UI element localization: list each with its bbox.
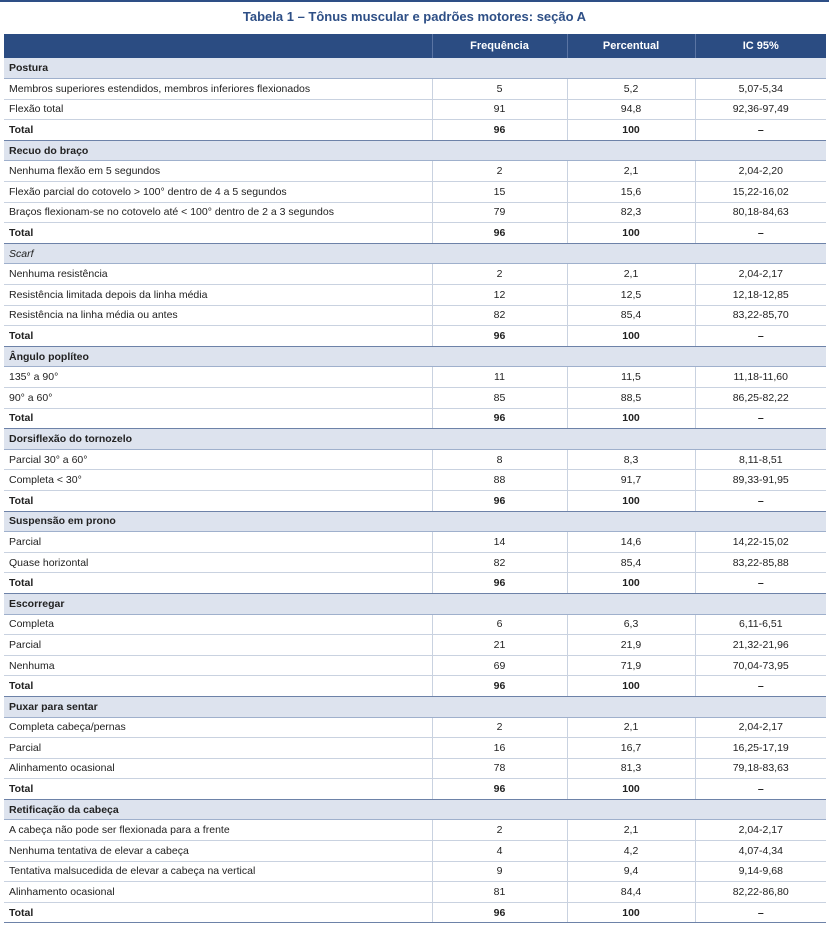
section-title: Ângulo poplíteo [4,346,826,367]
row-label: Alinhamento ocasional [4,882,432,903]
total-percent-cell: 100 [567,902,695,923]
percent-cell: 6,3 [567,614,695,635]
header-ci: IC 95% [742,40,779,52]
row-label: Nenhuma flexão em 5 segundos [4,161,432,182]
frequency-cell: 5 [432,79,567,100]
frequency-cell: 2 [432,161,567,182]
row-label: Parcial [4,635,432,656]
data-table [4,34,826,923]
frequency-cell: 69 [432,655,567,676]
frequency-cell: 82 [432,552,567,573]
total-row [4,902,826,923]
table-row [4,470,826,491]
total-ci-cell: – [695,120,826,141]
table-row [4,552,826,573]
frequency-cell: 81 [432,882,567,903]
table-row [4,161,826,182]
ci-cell: 6,11-6,51 [695,614,826,635]
total-ci-cell: – [695,326,826,347]
ci-cell: 86,25-82,22 [695,388,826,409]
frequency-cell: 16 [432,738,567,759]
row-label: Parcial [4,738,432,759]
section-title: Postura [4,58,826,79]
table-row [4,758,826,779]
row-label: Parcial 30° a 60° [4,449,432,470]
percent-cell: 16,7 [567,738,695,759]
section-header-row [4,696,826,717]
frequency-cell: 2 [432,717,567,738]
percent-cell: 85,4 [567,552,695,573]
ci-cell: 2,04-2,17 [695,717,826,738]
percent-cell: 15,6 [567,182,695,203]
percent-cell: 11,5 [567,367,695,388]
percent-cell: 2,1 [567,264,695,285]
row-label: Completa [4,614,432,635]
section-title: Retificação da cabeça [4,799,826,820]
section-title: Recuo do braço [4,140,826,161]
percent-cell: 4,2 [567,841,695,862]
table-header [4,34,826,58]
frequency-cell: 12 [432,285,567,306]
percent-cell: 81,3 [567,758,695,779]
table-row [4,861,826,882]
table-row [4,285,826,306]
total-frequency-cell: 96 [432,779,567,800]
total-ci-cell: – [695,490,826,511]
frequency-cell: 6 [432,614,567,635]
section-header-row [4,243,826,264]
total-row [4,326,826,347]
row-label: Nenhuma tentativa de elevar a cabeça [4,841,432,862]
table-row [4,841,826,862]
frequency-cell: 11 [432,367,567,388]
row-label: A cabeça não pode ser flexionada para a frente [4,820,432,841]
row-label: Flexão parcial do cotovelo > 100° dentro de 4 a 5 segundos [4,182,432,203]
table-row [4,79,826,100]
ci-cell: 82,22-86,80 [695,882,826,903]
table-row [4,449,826,470]
total-percent-cell: 100 [567,490,695,511]
ci-cell: 2,04-2,17 [695,820,826,841]
percent-cell: 12,5 [567,285,695,306]
percent-cell: 88,5 [567,388,695,409]
ci-cell: 70,04-73,95 [695,655,826,676]
frequency-cell: 21 [432,635,567,656]
ci-cell: 83,22-85,70 [695,305,826,326]
frequency-cell: 4 [432,841,567,862]
percent-cell: 9,4 [567,861,695,882]
row-label: Resistência limitada depois da linha média [4,285,432,306]
table-row [4,655,826,676]
frequency-cell: 2 [432,820,567,841]
header-row [4,34,826,58]
total-percent-cell: 100 [567,779,695,800]
ci-cell: 5,07-5,34 [695,79,826,100]
total-ci-cell: – [695,676,826,697]
total-percent-cell: 100 [567,573,695,594]
section-header-row [4,799,826,820]
section-header-row [4,346,826,367]
row-label: Completa cabeça/pernas [4,717,432,738]
total-ci-cell: – [695,408,826,429]
row-label: Alinhamento ocasional [4,758,432,779]
table-row [4,635,826,656]
table-row [4,182,826,203]
total-percent-cell: 100 [567,676,695,697]
ci-cell: 89,33-91,95 [695,470,826,491]
ci-cell: 8,11-8,51 [695,449,826,470]
frequency-cell: 14 [432,532,567,553]
total-row [4,573,826,594]
total-row [4,120,826,141]
section-header-row [4,511,826,532]
ci-cell: 92,36-97,49 [695,99,826,120]
percent-cell: 94,8 [567,99,695,120]
ci-cell: 79,18-83,63 [695,758,826,779]
section-title: Escorregar [4,593,826,614]
table-row [4,202,826,223]
ci-cell: 80,18-84,63 [695,202,826,223]
header-category [4,34,432,58]
total-label: Total [4,902,432,923]
frequency-cell: 88 [432,470,567,491]
ci-cell: 16,25-17,19 [695,738,826,759]
table-row [4,717,826,738]
total-row [4,676,826,697]
table-row [4,388,826,409]
frequency-cell: 9 [432,861,567,882]
section-title: Dorsiflexão do tornozelo [4,429,826,450]
total-frequency-cell: 96 [432,408,567,429]
percent-cell: 71,9 [567,655,695,676]
section-title: Suspensão em prono [4,511,826,532]
frequency-cell: 85 [432,388,567,409]
table-row [4,738,826,759]
table-row [4,614,826,635]
percent-cell: 5,2 [567,79,695,100]
table-body [4,58,826,923]
total-percent-cell: 100 [567,408,695,429]
total-ci-cell: – [695,223,826,244]
total-row [4,779,826,800]
ci-cell: 12,18-12,85 [695,285,826,306]
total-label: Total [4,326,432,347]
table-row [4,305,826,326]
table-title: Tabela 1 – Tônus muscular e padrões motores: seção A [242,9,587,24]
total-label: Total [4,490,432,511]
row-label: Nenhuma [4,655,432,676]
total-percent-cell: 100 [567,326,695,347]
total-ci-cell: – [695,779,826,800]
section-title: Puxar para sentar [4,696,826,717]
section-header-row [4,429,826,450]
row-label: Flexão total [4,99,432,120]
frequency-cell: 2 [432,264,567,285]
ci-cell: 15,22-16,02 [695,182,826,203]
total-frequency-cell: 96 [432,120,567,141]
ci-cell: 11,18-11,60 [695,367,826,388]
percent-cell: 14,6 [567,532,695,553]
percent-cell: 2,1 [567,161,695,182]
row-label: Tentativa malsucedida de elevar a cabeça na vertical [4,861,432,882]
frequency-cell: 8 [432,449,567,470]
table-row [4,820,826,841]
total-frequency-cell: 96 [432,902,567,923]
ci-cell: 2,04-2,20 [695,161,826,182]
total-row [4,223,826,244]
total-frequency-cell: 96 [432,573,567,594]
total-row [4,490,826,511]
frequency-cell: 91 [432,99,567,120]
percent-cell: 91,7 [567,470,695,491]
row-label: Parcial [4,532,432,553]
total-label: Total [4,779,432,800]
row-label: Completa < 30° [4,470,432,491]
percent-cell: 2,1 [567,717,695,738]
total-label: Total [4,223,432,244]
ci-cell: 2,04-2,17 [695,264,826,285]
percent-cell: 84,4 [567,882,695,903]
section-header-row [4,593,826,614]
row-label: Nenhuma resistência [4,264,432,285]
total-frequency-cell: 96 [432,326,567,347]
row-label: 90° a 60° [4,388,432,409]
percent-cell: 21,9 [567,635,695,656]
total-label: Total [4,676,432,697]
ci-cell: 9,14-9,68 [695,861,826,882]
total-frequency-cell: 96 [432,490,567,511]
row-label: Braços flexionam-se no cotovelo até < 100° dentro de 2 a 3 segundos [4,202,432,223]
section-header-row [4,140,826,161]
frequency-cell: 82 [432,305,567,326]
header-percent: Percentual [567,34,695,58]
percent-cell: 85,4 [567,305,695,326]
percent-cell: 8,3 [567,449,695,470]
total-ci-cell: – [695,902,826,923]
table-row [4,367,826,388]
table-row [4,532,826,553]
table-row [4,99,826,120]
total-label: Total [4,120,432,141]
percent-cell: 2,1 [567,820,695,841]
row-label: Membros superiores estendidos, membros inferiores flexionados [4,79,432,100]
ci-cell: 83,22-85,88 [695,552,826,573]
frequency-cell: 78 [432,758,567,779]
ci-cell: 4,07-4,34 [695,841,826,862]
frequency-cell: 79 [432,202,567,223]
row-label: 135° a 90° [4,367,432,388]
total-ci-cell: – [695,573,826,594]
total-label: Total [4,573,432,594]
total-percent-cell: 100 [567,120,695,141]
row-label: Quase horizontal [4,552,432,573]
section-header-row [4,58,826,79]
ci-cell: 14,22-15,02 [695,532,826,553]
row-label: Resistência na linha média ou antes [4,305,432,326]
ci-cell: 21,32-21,96 [695,635,826,656]
total-percent-cell: 100 [567,223,695,244]
table-row [4,882,826,903]
section-title: Scarf [4,243,826,264]
table-title-bar [0,0,829,32]
percent-cell: 82,3 [567,202,695,223]
frequency-cell: 15 [432,182,567,203]
total-row [4,408,826,429]
header-frequency: Frequência [432,34,567,58]
table-row [4,264,826,285]
total-frequency-cell: 96 [432,223,567,244]
total-label: Total [4,408,432,429]
total-frequency-cell: 96 [432,676,567,697]
